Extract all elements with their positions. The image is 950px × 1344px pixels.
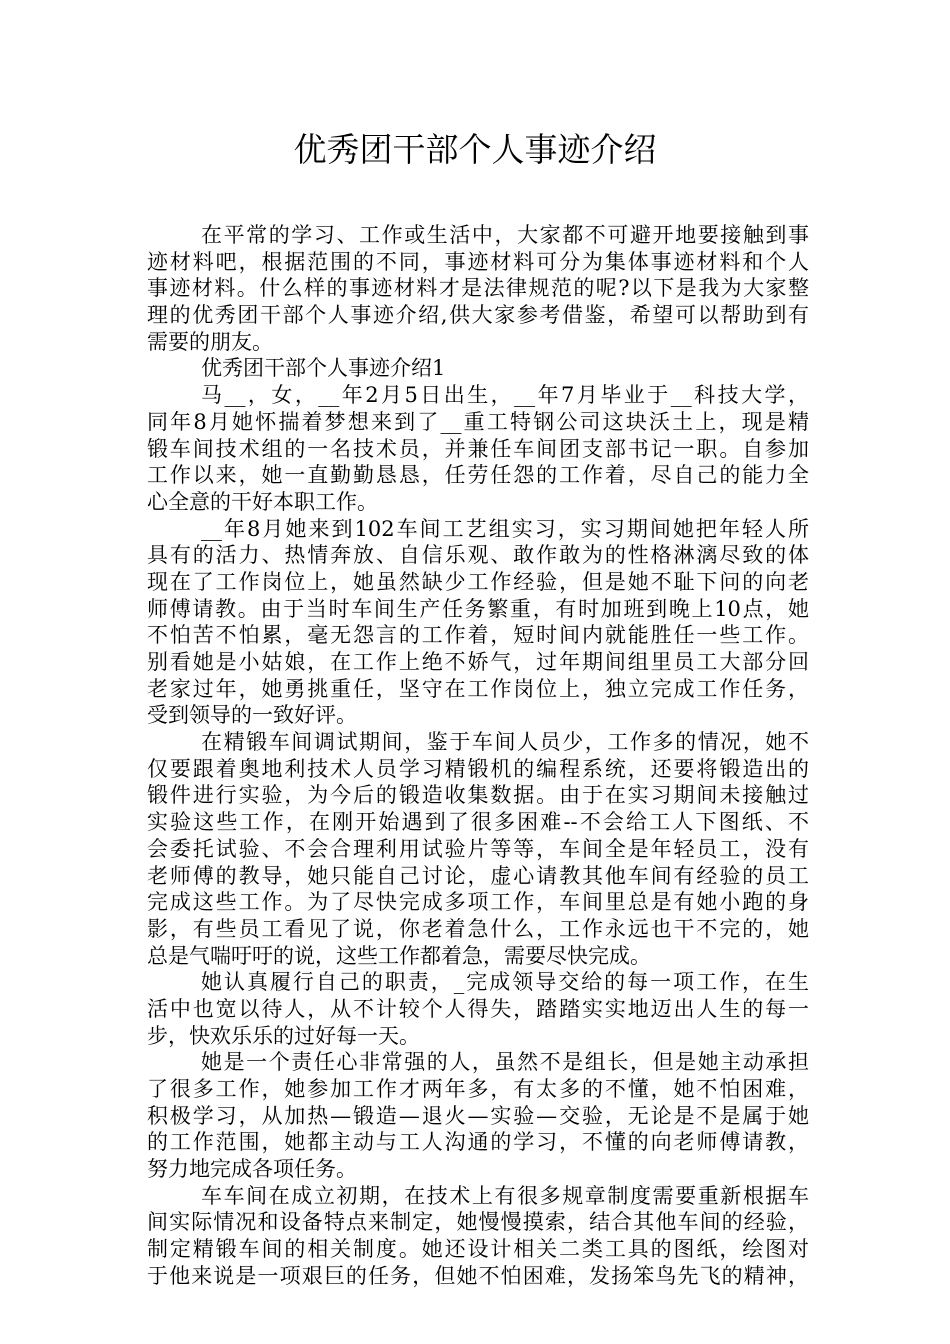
body-text-line: 车车间在成立初期，在技术上有很多规章制度需要重新根据车 bbox=[201, 1183, 809, 1208]
body-text-line: 具有的活力、热情奔放、自信乐观、敢作敢为的性格淋漓尽致的体 bbox=[147, 543, 809, 568]
body-text-line: 仅要跟着奥地利技术人员学习精锻机的编程系统，还要将锻造出的 bbox=[147, 756, 809, 781]
body-text-line: 影，有些员工看见了说，你老着急什么，工作永远也干不完的，她 bbox=[147, 916, 809, 941]
document-body bbox=[147, 222, 809, 1290]
body-text-line: 事迹材料。什么样的事迹材料才是法律规范的呢?以下是我为大家整 bbox=[147, 276, 809, 301]
body-text-line: 制定精锻车间的相关制度。她还设计相关二类工具的图纸，绘图对 bbox=[147, 1237, 809, 1262]
body-text-line: 不怕苦不怕累，毫无怨言的工作着，短时间内就能胜任一些工作。 bbox=[147, 623, 809, 648]
body-text-line: 工作以来，她一直勤勤恳恳，任劳任怨的工作着，尽自己的能力全 bbox=[147, 463, 809, 488]
body-text-line: 于他来说是一项艰巨的任务，但她不怕困难，发扬笨鸟先飞的精神， bbox=[147, 1263, 809, 1288]
body-text-line: 师傅请教。由于当时车间生产任务繁重，有时加班到晚上10点，她 bbox=[147, 596, 809, 621]
body-text-line: 老家过年，她勇挑重任，坚守在工作岗位上，独立完成工作任务， bbox=[147, 676, 809, 701]
body-text-line: 马__，女，__年2月5日出生，__年7月毕业于__科技大学， bbox=[201, 383, 809, 408]
body-text-line: 间实际情况和设备特点来制定，她慢慢摸索，结合其他车间的经验， bbox=[147, 1210, 809, 1235]
body-text-line: 实验这些工作，在刚开始遇到了很多困难--不会给工人下图纸、不 bbox=[147, 810, 809, 835]
body-text-line: 步，快欢乐乐的过好每一天。 bbox=[147, 1023, 420, 1048]
body-text-line: 现在了工作岗位上，她虽然缺少工作经验，但是她不耻下问的向老 bbox=[147, 569, 809, 594]
body-text-line: 活中也宽以待人，从不计较个人得失，踏踏实实地迈出人生的每一 bbox=[147, 996, 809, 1021]
body-text-line: 积极学习，从加热—锻造—退火—实验—交验，无论是不是属于她 bbox=[147, 1103, 809, 1128]
body-text-line: 她认真履行自己的职责，_完成领导交给的每一项工作，在生 bbox=[201, 970, 809, 995]
body-text-line: 优秀团干部个人事迹介绍1 bbox=[201, 356, 446, 381]
body-text-line: 的工作范围，她都主动与工人沟通的学习，不懂的向老师傅请教， bbox=[147, 1130, 809, 1155]
body-text-line: 在平常的学习、工作或生活中，大家都不可避开地要接触到事 bbox=[201, 223, 809, 247]
body-text-line: 完成这些工作。为了尽快完成多项工作，车间里总是有她小跑的身 bbox=[147, 890, 809, 915]
body-text-line: 锻件进行实验，为今后的锻造收集数据。由于在实习期间未接触过 bbox=[147, 783, 809, 808]
body-text-line: 会委托试验、不会合理利用试验片等等，车间全是年轻员工，没有 bbox=[147, 836, 809, 861]
body-text-line: 老师傅的教导，她只能自己讨论，虚心请教其他车间有经验的员工 bbox=[147, 863, 809, 888]
document-title: 优秀团干部个人事迹介绍 bbox=[293, 130, 657, 169]
body-text-line: __年8月她来到102车间工艺组实习，实习期间她把年轻人所 bbox=[201, 516, 809, 541]
body-text-line: 在精锻车间调试期间，鉴于车间人员少，工作多的情况，她不 bbox=[201, 730, 809, 755]
body-text-line: 了很多工作，她参加工作才两年多，有太多的不懂，她不怕困难， bbox=[147, 1077, 809, 1101]
body-text-line: 别看她是小姑娘，在工作上绝不娇气，过年期间组里员工大部分回 bbox=[147, 650, 809, 674]
body-text-line: 迹材料吧，根据范围的不同，事迹材料可分为集体事迹材料和个人 bbox=[147, 249, 809, 274]
body-text-line: 心全意的干好本职工作。 bbox=[147, 489, 378, 514]
body-text-line: 她是一个责任心非常强的人，虽然不是组长，但是她主动承担 bbox=[201, 1050, 809, 1075]
body-text-line: 锻车间技术组的一名技术员，并兼任车间团支部书记一职。自参加 bbox=[147, 436, 809, 461]
body-text-line: 总是气喘吁吁的说，这些工作都着急，需要尽快完成。 bbox=[147, 943, 651, 968]
body-text-line: 同年8月她怀揣着梦想来到了__重工特钢公司这块沃土上，现是精 bbox=[147, 409, 809, 434]
body-text-line: 努力地完成各项任务。 bbox=[147, 1157, 357, 1182]
body-text-line: 理的优秀团干部个人事迹介绍,供大家参考借鉴，希望可以帮助到有 bbox=[147, 303, 809, 328]
body-text-line: 受到领导的一致好评。 bbox=[147, 703, 357, 728]
body-text-line: 需要的朋友。 bbox=[147, 329, 273, 354]
